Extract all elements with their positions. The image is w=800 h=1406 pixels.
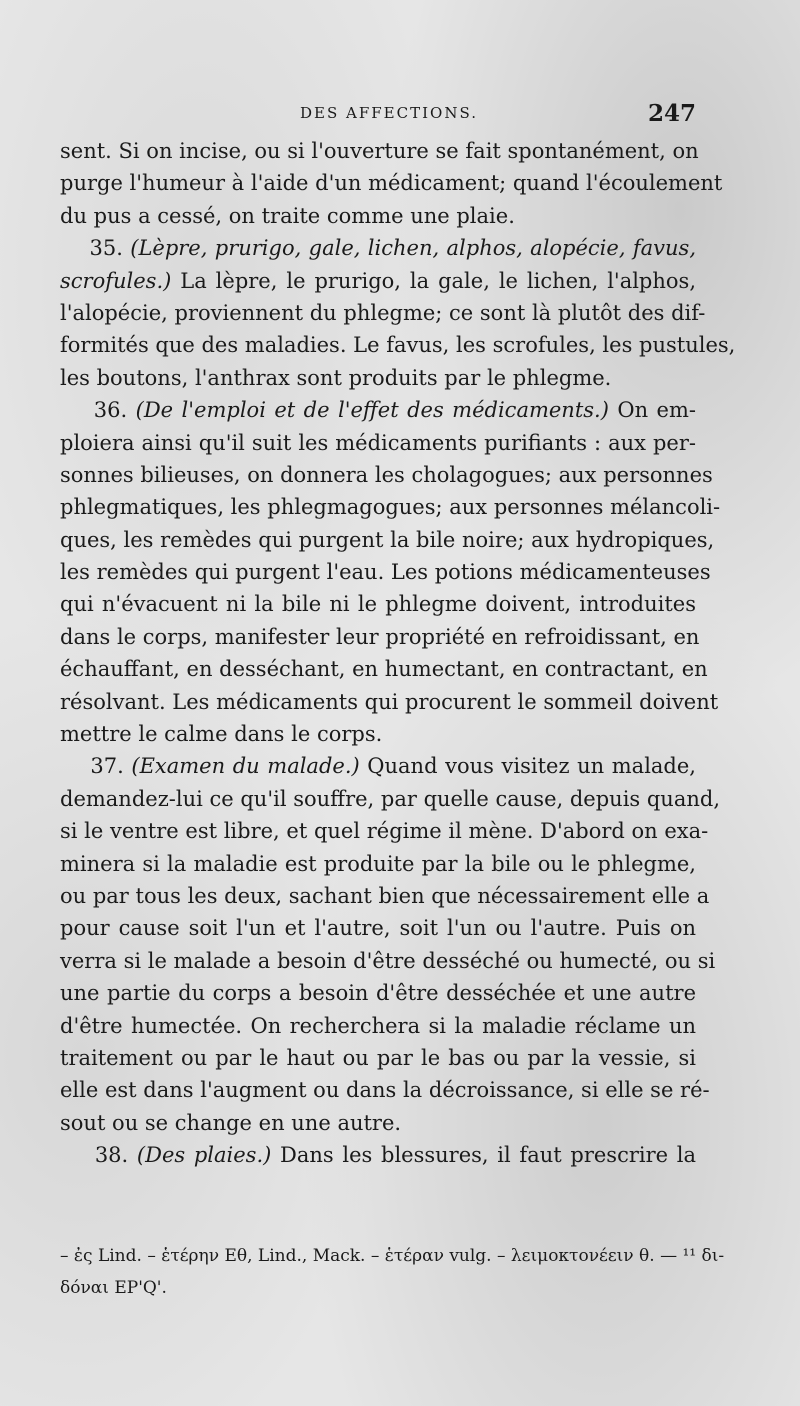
- footnote-line: δόναι EP'Q'.: [60, 1278, 167, 1299]
- text-line: ou par tous les deux, sachant bien que nécessairement elle a: [60, 883, 710, 908]
- section-title: scrofules.): [60, 268, 172, 293]
- text-line: les boutons, l'anthrax sont produits par le phlegme.: [60, 365, 612, 390]
- text-line: les remèdes qui purgent l'eau. Les potions médicamenteuses: [60, 560, 711, 585]
- text-line: l'alopécie, proviennent du phlegme; ce sont là plutôt des dif-: [60, 300, 706, 325]
- text-line: mettre le calme dans le corps.: [60, 722, 383, 747]
- text-line: d'être humectée. On recherchera si la maladie réclame un: [60, 1013, 696, 1038]
- section-36-heading-line: 36. (De l'emploi et de l'effet des médicaments.) On em-: [93, 398, 696, 423]
- text-line: sonnes bilieuses, on donnera les cholagogues; aux personnes: [60, 462, 713, 487]
- text-line: dans le corps, manifester leur propriété en refroidissant, en: [60, 624, 700, 649]
- section-number: 36.: [93, 398, 128, 423]
- text-line: une partie du corps a besoin d'être desséchée et une autre: [60, 981, 696, 1006]
- text-line: pour cause soit l'un et l'autre, soit l'un ou l'autre. Puis on: [60, 916, 696, 941]
- text-line: du pus a cessé, on traite comme une plaie.: [60, 203, 515, 228]
- text-line: verra si le malade a besoin d'être desséché ou humecté, ou si: [60, 948, 716, 973]
- section-37-heading-line: 37. (Examen du malade.) Quand vous visitez un malade,: [90, 754, 696, 779]
- text-line: scrofules.) La lèpre, le prurigo, la gale, le lichen, l'alphos,: [60, 268, 696, 293]
- body-text: [60, 135, 736, 1172]
- text-line: résolvant. Les médicaments qui procurent le sommeil doivent: [60, 689, 719, 714]
- footnote: [60, 1243, 725, 1308]
- text-line: qui n'évacuent ni la bile ni le phlegme doivent, introduites: [60, 592, 696, 617]
- section-title: (De l'emploi et de l'effet des médicaments.): [135, 398, 609, 423]
- running-title: DES AFFECTIONS.: [300, 104, 478, 122]
- text-line: purge l'humeur à l'aide d'un médicament; quand l'écoulement: [60, 171, 723, 196]
- text-line: elle est dans l'augment ou dans la décroissance, si elle se ré-: [60, 1078, 710, 1103]
- footnote-line: – ἐς Lind. – ἑτέρην Eθ, Lind., Mack. – ἑτέραν vulg. – λειμοκτονέειν θ. — ¹¹ δι-: [60, 1246, 725, 1266]
- text-line: échauffant, en desséchant, en humectant, en contractant, en: [60, 657, 708, 682]
- section-35-heading-line: [60, 232, 696, 264]
- text-line: formités que des maladies. Le favus, les scrofules, les pustules,: [60, 333, 736, 358]
- section-number: 35.: [89, 236, 123, 261]
- section-38-heading-line: 38. (Des plaies.) Dans les blessures, il faut prescrire la: [94, 1143, 696, 1168]
- section-number: 38.: [94, 1143, 129, 1168]
- text-line: sent. Si on incise, ou si l'ouverture se fait spontanément, on: [60, 139, 699, 163]
- section-title: (Examen du malade.): [131, 754, 360, 779]
- section-title: (Des plaies.): [136, 1143, 272, 1168]
- section-number: 37.: [90, 754, 124, 779]
- text-line: phlegmatiques, les phlegmagogues; aux personnes mélancoli-: [60, 495, 721, 520]
- text-line: demandez-lui ce qu'il souffre, par quelle cause, depuis quand,: [60, 786, 720, 811]
- text-line: traitement ou par le haut ou par le bas ou par la vessie, si: [60, 1045, 696, 1070]
- text-line: ploiera ainsi qu'il suit les médicaments purifiants : aux per-: [60, 430, 696, 455]
- text-line: ques, les remèdes qui purgent la bile noire; aux hydropiques,: [60, 527, 715, 552]
- text-line: si le ventre est libre, et quel régime il mène. D'abord on exa-: [60, 819, 709, 844]
- text-line: sout ou se change en une autre.: [60, 1110, 402, 1135]
- page-header: [60, 100, 696, 130]
- page-number: 247: [647, 100, 696, 127]
- section-title: (Lèpre, prurigo, gale, lichen, alphos, alopécie, favus,: [130, 236, 697, 261]
- text-line: minera si la maladie est produite par la bile ou le phlegme,: [60, 851, 696, 876]
